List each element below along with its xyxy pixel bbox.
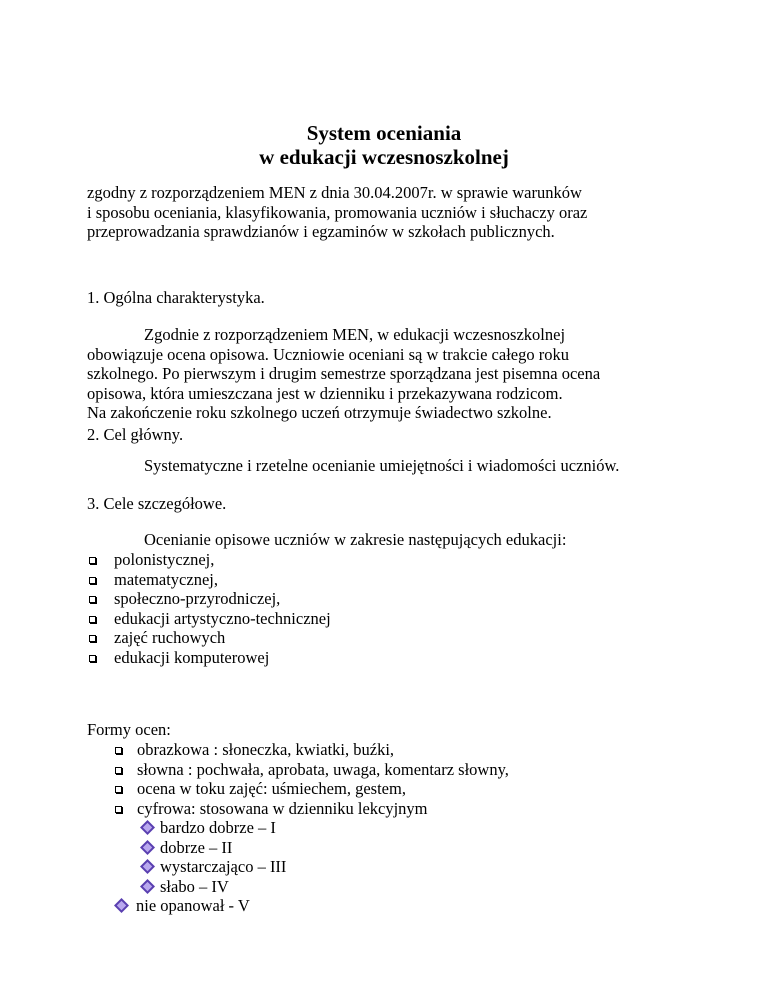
checkbox-bullet-icon (115, 747, 122, 754)
intro-line: przeprowadzania sprawdzianów i egzaminów w szkołach publicznych. (87, 222, 555, 241)
numeric-grades-list (137, 818, 286, 896)
list-item (87, 628, 331, 648)
paragraph-line: Na zakończenie roku szkolnego uczeń otrzymuje świadectwo szkolne. (87, 403, 552, 422)
paragraph-line: szkolnego. Po pierwszym i drugim semestrze sporządzana jest pisemna ocena (87, 364, 601, 383)
list-item-label: ocena w toku zajęć: uśmiechem, gestem, (137, 779, 406, 798)
forms-heading: Formy ocen: (87, 720, 171, 739)
list-item-label: edukacji komputerowej (114, 647, 270, 667)
section-2-heading: 2. Cel główny. (87, 425, 184, 444)
grade-label: wystarczająco – III (160, 857, 287, 876)
grade-item (137, 857, 286, 877)
checkbox-bullet-icon (115, 767, 122, 774)
diamond-bullet-icon (140, 820, 155, 835)
paragraph-line: opisowa, która umieszczana jest w dzienniku i przekazywana rodzicom. (87, 383, 563, 403)
education-areas-list (87, 550, 331, 667)
list-item-label: polonistycznej, (114, 550, 215, 569)
diamond-bullet-icon (140, 859, 155, 874)
list-item (87, 609, 331, 629)
list-item (113, 760, 509, 780)
intro-line: zgodny z rozporządzeniem MEN z dnia 30.04.2007r. w sprawie warunków (87, 183, 582, 202)
diamond-bullet-icon (140, 879, 155, 894)
grade-item (137, 818, 286, 838)
list-item (87, 570, 331, 590)
list-item-label: społeczno-przyrodniczej, (114, 589, 281, 608)
list-item (113, 779, 509, 799)
list-item-label: edukacji artystyczno-technicznej (114, 608, 331, 628)
section-3-heading: 3. Cele szczegółowe. (87, 494, 227, 513)
list-item-label: obrazkowa : słoneczka, kwiatki, buźki, (137, 740, 395, 759)
list-item (87, 589, 331, 609)
list-item (87, 648, 331, 668)
list-item-label: zajęć ruchowych (114, 628, 226, 647)
grade-label: dobrze – II (160, 837, 233, 857)
grade-item (137, 838, 286, 858)
list-item-label: słowna : pochwała, aprobata, uwaga, komentarz słowny, (137, 759, 509, 779)
checkbox-bullet-icon (89, 616, 96, 623)
paragraph-line: Systematyczne i rzetelne ocenianie umiejętności i wiadomości uczniów. (144, 456, 620, 475)
grade-label: słabo – IV (160, 876, 229, 896)
grade-item (137, 877, 286, 897)
document-title-line-2: w edukacji wczesnoszkolnej (259, 145, 509, 169)
list-item-label: matematycznej, (114, 569, 218, 589)
last-grade-list (111, 896, 250, 916)
paragraph-line: Zgodnie z rozporządzeniem MEN, w edukacji wczesnoszkolnej (144, 325, 566, 344)
checkbox-bullet-icon (89, 557, 96, 564)
section-2-paragraph (87, 456, 727, 476)
list-item (113, 740, 509, 760)
grade-label: bardzo dobrze – I (160, 818, 276, 837)
section-1-paragraph (87, 325, 727, 423)
checkbox-bullet-icon (115, 806, 122, 813)
paragraph-line: obowiązuje ocena opisowa. Uczniowie oceniani są w trakcie całego roku (87, 344, 569, 364)
checkbox-bullet-icon (115, 786, 122, 793)
grade-label: nie opanował - V (136, 896, 250, 915)
checkbox-bullet-icon (89, 635, 96, 642)
intro-paragraph (87, 183, 727, 242)
list-item (113, 799, 509, 819)
list-item-label: cyfrowa: stosowana w dzienniku lekcyjnym (137, 798, 428, 818)
checkbox-bullet-icon (89, 596, 96, 603)
grade-item (111, 896, 250, 916)
diamond-bullet-icon (114, 898, 129, 913)
grade-forms-list (113, 740, 509, 818)
checkbox-bullet-icon (89, 577, 96, 584)
paragraph-line: Ocenianie opisowe uczniów w zakresie następujących edukacji: (144, 530, 567, 549)
list-item (87, 550, 331, 570)
checkbox-bullet-icon (89, 655, 96, 662)
diamond-bullet-icon (140, 840, 155, 855)
intro-line: i sposobu oceniania, klasyfikowania, promowania uczniów i słuchaczy oraz (87, 202, 588, 222)
section-3-lead (87, 530, 727, 550)
document-title-line-1: System oceniania (306, 121, 462, 145)
section-1-heading: 1. Ogólna charakterystyka. (87, 288, 265, 307)
